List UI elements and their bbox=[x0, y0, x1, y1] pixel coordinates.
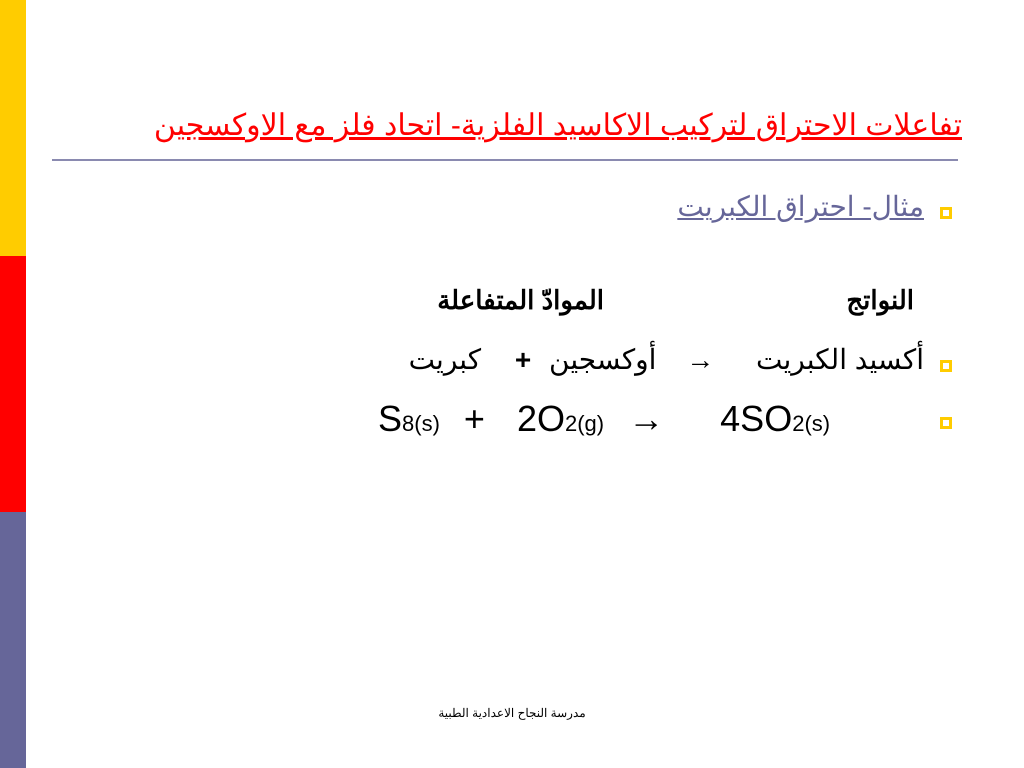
left-band-red bbox=[0, 256, 26, 512]
bullet-square-icon bbox=[940, 207, 952, 219]
word-oxygen: أوكسجين bbox=[549, 344, 657, 375]
left-band-blue bbox=[0, 512, 26, 768]
slide-title: تفاعلات الاحتراق لتركيب الاكاسيد الفلزية- اتحاد فلز مع الاوكسجين bbox=[153, 109, 962, 142]
product-subscript: 2(s) bbox=[792, 411, 831, 436]
word-sulfur: كبريت bbox=[408, 344, 482, 375]
example-heading: مثال- احتراق الكبريت bbox=[677, 191, 924, 222]
reactants-header: الموادّ المتفاعلة bbox=[437, 285, 604, 315]
word-arrow: → bbox=[686, 344, 715, 375]
chemical-equation bbox=[378, 398, 830, 440]
reactant-sulfur-subscript: 8(s) bbox=[402, 411, 440, 436]
footer-school-name: مدرسة النجاح الاعدادية الطبية bbox=[438, 706, 586, 720]
product-sulfur-dioxide: 4SO bbox=[720, 398, 793, 439]
word-plus: + bbox=[514, 344, 532, 375]
reactant-oxygen: 2O bbox=[516, 398, 565, 439]
word-product: أكسيد الكبريت bbox=[756, 344, 924, 375]
bullet-square-icon bbox=[940, 360, 952, 372]
reactant-oxygen-subscript: 2(g) bbox=[565, 411, 605, 436]
title-divider bbox=[52, 159, 958, 161]
bullet-square-icon bbox=[940, 417, 952, 429]
products-header: النواتج bbox=[846, 285, 914, 315]
chem-plus: + bbox=[463, 398, 485, 439]
word-equation bbox=[409, 343, 924, 376]
left-band-yellow bbox=[0, 0, 26, 256]
reactant-sulfur: S bbox=[378, 398, 403, 439]
chem-arrow: → bbox=[628, 398, 665, 439]
